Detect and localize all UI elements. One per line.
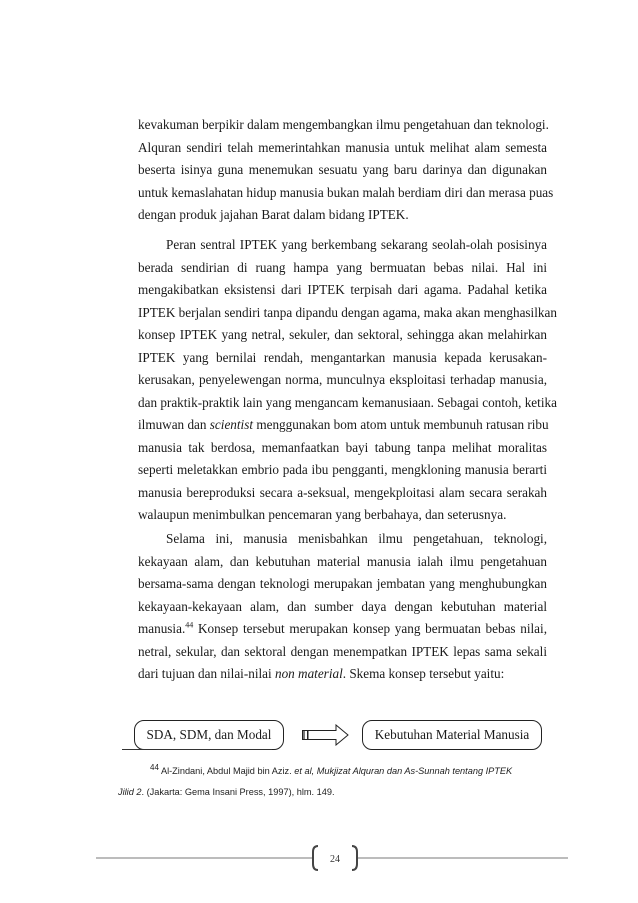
- text-line: kekayaan-kekayaan alam, dan sumber daya dengan kebutuhan material: [138, 598, 547, 614]
- text-line: IPTEK yang bernilai rendah, mengantarkan manusia kepada kerusakan-: [138, 349, 547, 365]
- text-line: berada sendirian di ruang hampa yang bermuatan bebas nilai. Hal ini: [138, 259, 547, 275]
- page-number: 24: [330, 854, 340, 865]
- paragraph-1: [138, 114, 554, 227]
- text-line: manusia tak berdosa, memanfaatkan bayi tabung tanpa melihat moralitas: [138, 439, 547, 455]
- text-run: manusia.: [138, 621, 186, 636]
- text-line: Peran sentral IPTEK yang berkembang sekarang seolah-olah posisinya: [166, 237, 547, 252]
- italic-term: non material: [274, 666, 343, 681]
- text-run: . Skema konsep tersebut yaitu:: [342, 666, 505, 681]
- footnote-number: 44: [150, 762, 159, 772]
- text-line: kerusakan, penyelewengan norma, munculnya eksploitasi terhadap manusia,: [138, 372, 547, 387]
- italic-term: scientist: [209, 417, 254, 432]
- text-run: Konsep tersebut merupakan konsep yang bermuatan bebas nilai,: [193, 621, 547, 636]
- diagram-box-inputs: SDA, SDM, dan Modal: [134, 720, 284, 750]
- footnote-text: . (Jakarta: Gema Insani Press, 1997), hlm. 149.: [141, 787, 335, 797]
- text-line: mengakibatkan eksistensi dari IPTEK terpisah dari agama. Padahal ketika: [138, 282, 547, 297]
- bracket-right-icon: [352, 846, 357, 870]
- footnote-line: [118, 782, 558, 803]
- text-line: IPTEK berjalan sendiri tanpa dipandu dengan agama, maka akan menghasilkan: [138, 304, 557, 320]
- footnote-text: Al-Zindani, Abdul Majid bin Aziz.: [158, 766, 295, 776]
- paragraph-3: [138, 528, 547, 686]
- text-line: beserta isinya guna menemukan sesuatu yang baru darinya dan digunakan: [138, 162, 547, 177]
- text-line: Alquran sendiri telah memerintahkan manusia untuk melihat alam semesta: [138, 139, 547, 155]
- text-run: dari tujuan dan nilai-nilai: [138, 666, 275, 681]
- footnote-title: et al, Mukjizat Alquran dan As-Sunnah tentang IPTEK: [294, 766, 513, 776]
- text-line: dan praktik-praktik lain yang mengancam kemanusiaan. Sebagai contoh, ketika: [138, 394, 557, 410]
- footnote-title: Jilid 2: [118, 787, 142, 797]
- page-number-footer: [96, 843, 568, 873]
- text-run: menggunakan bom atom untuk membunuh ratusan ribu: [253, 417, 549, 432]
- footnote: [118, 761, 558, 803]
- bracket-left-icon: [313, 846, 318, 870]
- text-run: ilmuwan dan: [138, 417, 210, 432]
- text-line: konsep IPTEK yang netral, sekuler, dan sektoral, sehingga akan melahirkan: [138, 327, 547, 342]
- text-line: bersama-sama dengan teknologi merupakan jembatan yang menghubungkan: [138, 576, 547, 591]
- footnote-divider: [122, 749, 272, 750]
- text-line: manusia bereproduksi secara a-seksual, mengekploitasi alam secara serakah: [138, 484, 547, 500]
- text-line: seperti meletakkan embrio pada ibu pengganti, mengkloning manusia berarti: [138, 462, 547, 477]
- text-line: untuk kemaslahatan hidup manusia bukan malah berdiam diri dan merasa puas: [138, 184, 554, 200]
- text-line: walaupun menimbulkan pencemaran yang berbahaya, dan seterusnya.: [138, 507, 507, 522]
- text-line: dengan produk jajahan Barat dalam bidang IPTEK.: [138, 207, 409, 222]
- text-line: Selama ini, manusia menisbahkan ilmu pengetahuan, teknologi,: [166, 531, 547, 546]
- text-line: kevakuman berpikir dalam mengembangkan ilmu pengetahuan dan teknologi.: [138, 117, 549, 132]
- text-line: [138, 663, 547, 686]
- text-line: netral, sekular, dan sektoral dengan menempatkan IPTEK lepas sama sekali: [138, 643, 547, 659]
- text-line: [138, 414, 547, 437]
- footnote-line: [118, 761, 558, 782]
- text-line: [138, 618, 547, 641]
- footnote-ref: 44: [185, 620, 194, 630]
- paragraph-2: [138, 234, 557, 527]
- diagram-box-output: Kebutuhan Material Manusia: [362, 720, 542, 750]
- arrow-right-icon: [302, 724, 350, 746]
- text-line: kekayaan alam, dan kebutuhan material manusia ialah ilmu pengetahuan: [138, 553, 547, 569]
